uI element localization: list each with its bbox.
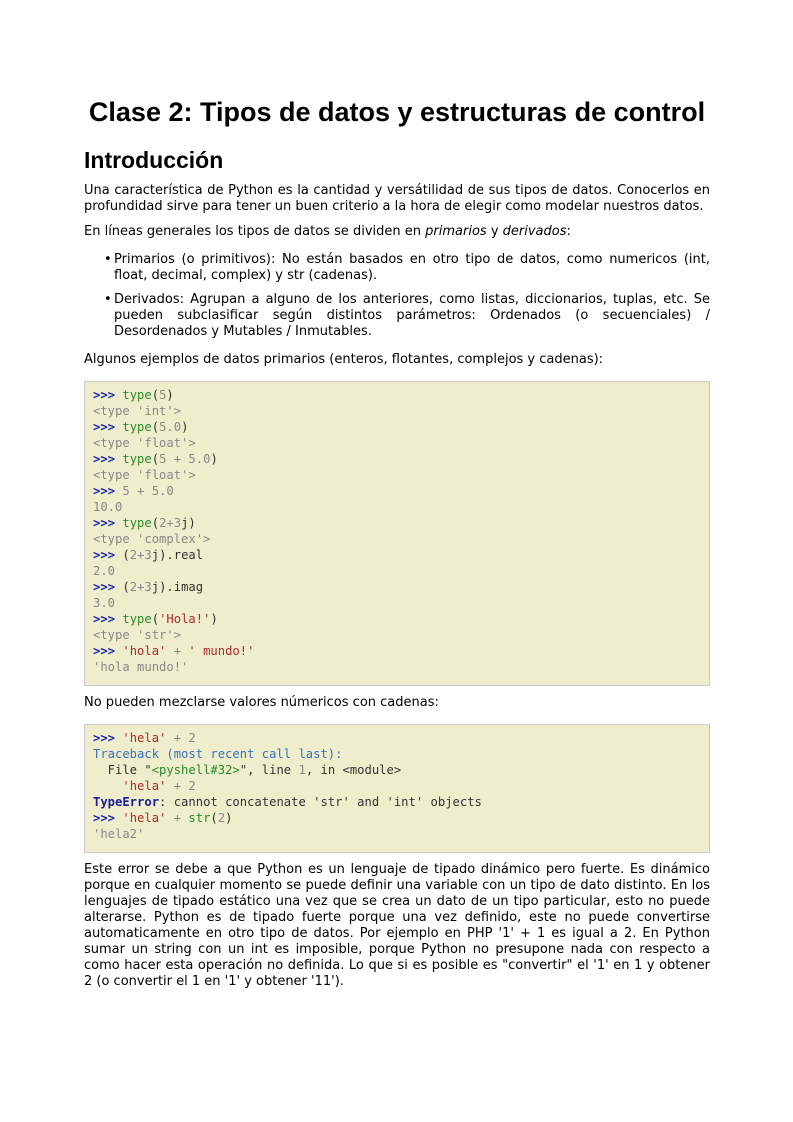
mix-intro: No pueden mezclarse valores númericos con cadenas: [84,695,439,710]
emphasis-derivados: derivados [502,224,567,239]
code-line: >>> 'hela' + str(2) [93,811,233,825]
code-output: 10.0 [93,500,123,514]
error-line: TypeError: cannot concatenate 'str' and 'int' objects [93,795,482,809]
emphasis-primarios: primarios [425,224,487,239]
code-line: >>> type('Hola!') [93,612,218,626]
final-paragraph: Este error se debe a que Python es un lenguaje de tipado dinámico pero fuerte. Es dinámico porque en cualquier momento se puede definir una variable con un tipo de dato distinto. En los lenguajes de tipado estático una vez que se crea un dato de un tipo particular, esto no puede alterarse. Python es de tipado fuerte porque una vez definido, este no puede convertirse automaticamente en otro tipo de datos. Por ejemplo en PHP '1' + 1 es igual a 2. En Python sumar un string con un int es imposible, porque Python no presupone nada con respecto a como hacer esta operación no definida. Lo que si es posible es "convertir" el '1' en 1 y obtener 2 (o convertir el 1 en '1' y obtener '11'). [84,862,710,989]
code-output: <type 'float'> [93,468,196,482]
bullet-icon: • [104,252,112,267]
code-output: 'hela2' [93,827,145,841]
code-block-error [84,724,710,853]
code-line: >>> (2+3j).real [93,548,204,562]
code-output: 'hola mundo!' [93,660,189,674]
traceback-file-line: File "<pyshell#32>", line 1, in <module> [93,763,402,777]
code-output: 3.0 [93,596,116,610]
list-item [84,252,710,284]
bullet-icon: • [104,292,112,307]
code-output: <type 'int'> [93,404,182,418]
intro-text-pre: En líneas generales los tipos de datos se dividen en [84,224,426,239]
traceback-source-line: 'hela' + 2 [122,779,196,793]
code-line: >>> 'hela' + 2 [93,731,196,745]
intro-paragraph-2 [84,224,710,240]
code-output: <type 'complex'> [93,532,211,546]
code-line: >>> type(5 + 5.0) [93,452,218,466]
code-line: >>> type(5.0) [93,420,189,434]
intro-paragraph-1: Una característica de Python es la cantidad y versátilidad de sus tipos de datos. Conocerlos en profundidad sirve para tener un buen criterio a la hora de elegir como modelar nuestros datos. [84,183,710,214]
code-line: >>> 5 + 5.0 [93,484,174,498]
examples-intro: Algunos ejemplos de datos primarios (enteros, flotantes, complejos y cadenas): [84,352,604,367]
code-line: >>> 'hola' + ' mundo!' [93,644,255,658]
code-line: >>> type(5) [93,388,174,402]
list-item-text: Primarios (o primitivos): No están basados en otro tipo de datos, como numericos (int, float, decimal, complex) y str (cadenas). [114,252,710,283]
list-item [84,292,710,340]
code-output: 2.0 [93,564,116,578]
section-heading: Introducción [84,147,224,173]
list-item-text: Derivados: Agrupan a alguno de los anteriores, como listas, diccionarios, tuplas, etc. Se pueden subclasificar según distintos parámetros: Ordenados (o secuenciales) / Desordenados y Mutables / Inmutables. [114,292,710,339]
traceback-line: Traceback (most recent call last): [93,747,343,761]
code-line: >>> (2+3j).imag [93,580,204,594]
types-list [84,252,710,348]
code-line: >>> type(2+3j) [93,516,196,530]
code-output: <type 'str'> [93,628,182,642]
page-title: Clase 2: Tipos de datos y estructuras de control [88,97,706,127]
code-block-types [84,381,710,686]
code-output: <type 'float'> [93,436,196,450]
intro-text-mid: y [486,224,503,239]
intro-text-post: : [566,224,571,239]
